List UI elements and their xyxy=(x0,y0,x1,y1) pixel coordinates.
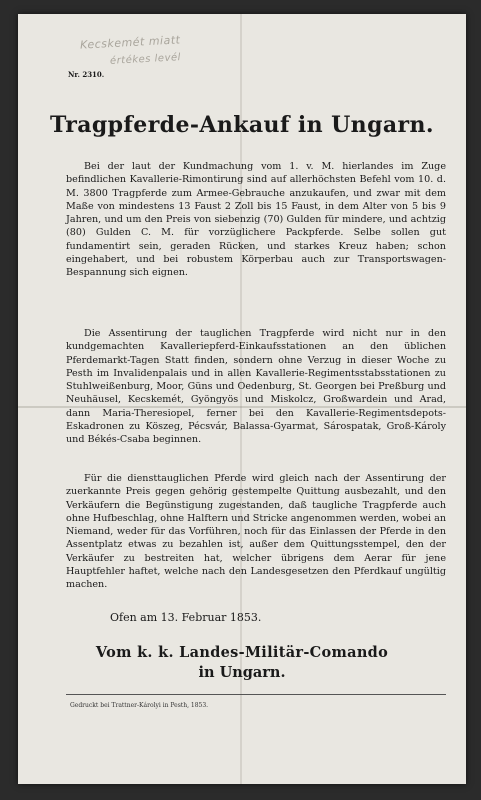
paragraph-2: Die Assentirung der tauglichen Tragpferde wird nicht nur in den kundgemachten Kavalleriepferd-Einkaufsstationen an den üblichen Pferdemarkt-Tagen Statt finden, sondern ohne Verzug in dieser Woche zu Pesth im Invalidenpalais und in allen Kavallerie-Regimentsstabsstationen zu Stuhlweißenburg, Moor, Güns und Oedenburg, St. Georgen bei Preßburg und Neuhäusel, Kecskemét, Gyöngyös und Miskolcz, Großwardein und Arad, dann Maria-Theresiopel, ferner bei den Kavallerie-Regimentsdepots-Eskadronen zu Köszeg, Pécsvár, Balassa-Gyarmat, Sárospatak, Groß-Károly und Békés-Csaba beginnen. xyxy=(66,328,446,446)
paragraph-3: Für die diensttauglichen Pferde wird gleich nach der Assentirung der zuerkannte Preis gegen gehörig gestempelte Quittung ausbezahlt, und den Verkäufern die Begünstigung zugestanden, daß taugliche Tragpferde auch ohne Hufbeschlag, ohne Halftern und Stricke angenommen werden, wobei an Niemand, weder für das Vorführen, noch für das Einlassen der Pferde in den Assentplatz etwas zu bezahlen ist, außer dem Quittungsstempel, den der Verkäufer zu bestreiten hat, welcher übrigens dem Aerar für jene Hauptfehler haftet, welche nach den Landesgesetzen den Pferdkauf ungültig machen. xyxy=(66,473,446,591)
signature-line-1: Vom k. k. Landes-Militär-Comando xyxy=(95,644,389,661)
date-line: Ofen am 13. Februar 1853. xyxy=(110,611,262,624)
printer-imprint: Gedruckt bei Trattner-Károlyi in Pesth, 1853. xyxy=(70,702,209,709)
signature-line-2: in Ungarn. xyxy=(198,664,286,681)
pencil-annotation-1: Kecskemét miatt xyxy=(79,33,181,52)
pencil-annotation-2: értékes levél xyxy=(109,52,182,67)
paragraph-1: Bei der laut der Kundmachung vom 1. v. M. hierlandes im Zuge befindlichen Kavallerie-Rimontirung sind auf allerhöchsten Befehl vom 10. d. M. 3800 Tragpferde zum Armee-Gebrauche anzukaufen, und zwar mit dem Maße von mindestens 13 Faust 2 Zoll bis 15 Faust, in dem Alter von 5 bis 9 Jahren, und um den Preis von siebenzig (70) Gulden für mindere, und achtzig (80) Gulden C. M. für vorzüglichere Packpferde. Selbe sollen gut fundamentirt sein, geraden Rücken, und starkes Kreuz haben; schon eingehabert, und bei robustem Körperbau auch zur Transportswagen-Bespannung sich eignen. xyxy=(66,161,446,279)
document-number: Nr. 2310. xyxy=(68,70,105,79)
notice-title: Tragpferde-Ankauf in Ungarn. xyxy=(50,112,434,138)
footer-divider xyxy=(66,694,446,695)
poster-sheet xyxy=(18,14,466,784)
